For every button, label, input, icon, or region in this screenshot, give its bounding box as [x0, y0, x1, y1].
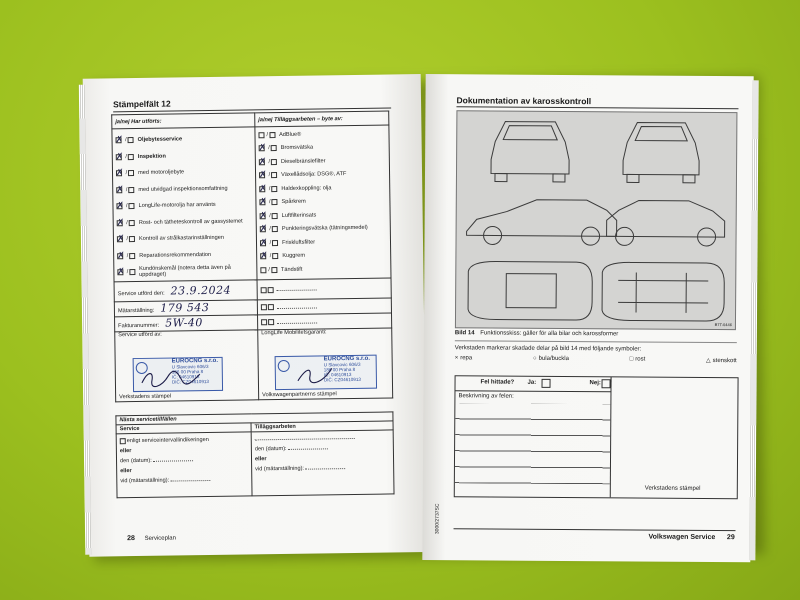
marking-intro: Verkstaden markerar skadade delar på bild 14 med följande symboler:	[454, 345, 642, 353]
service-date-value: 23.9.2024	[170, 283, 232, 298]
next-mileage-label: vid (mätarställning):	[120, 477, 170, 485]
no-checkbox[interactable]	[129, 220, 135, 226]
description-lines	[455, 403, 611, 484]
stamp-line1: U Slavcovic 606/3	[171, 364, 209, 370]
stamp2-line3: IČ: 04610913	[323, 372, 352, 378]
symbol-item	[706, 357, 737, 364]
no-checkbox[interactable]	[272, 253, 278, 259]
next-date-label: den (datum):	[119, 457, 152, 465]
extra-work-list-label: Friskluftsfilter	[282, 239, 316, 246]
next-date-label-2: den (datum):	[254, 445, 287, 453]
check-mark-icon: ✗	[258, 143, 267, 154]
right-page-title: Dokumentation av karosskontroll	[456, 95, 592, 107]
col2-header: ja/nej Tilläggsarbeten – byte av:	[255, 111, 389, 127]
workshop-stamp	[133, 357, 223, 392]
right-footer-brand: Volkswagen Service	[648, 533, 716, 542]
col1-header: ja/nej Har utförts:	[112, 113, 255, 129]
done-list-label: Reparationsrekommendation	[139, 251, 212, 259]
partner-stamp	[275, 355, 377, 390]
left-footer-section: Serviceplan	[144, 535, 176, 542]
extra-work-list-item: ✗ / Kuggrem	[260, 251, 306, 262]
done-list-item: ✗ / Kundönskemål (notera detta även på uppdraget)	[117, 262, 253, 280]
check-mark-icon: ✗	[258, 156, 267, 168]
col1-list	[112, 127, 257, 281]
done-list-label: Kundönskemål (notera detta även på uppdraget)	[139, 264, 231, 279]
done-list-item: ✗ / Oljebytesservice	[115, 135, 183, 146]
no-checkbox[interactable]	[128, 154, 134, 160]
extra-work-list-label: Punkteringsvätska (tätningsmedel)	[281, 225, 368, 233]
symbol-label: stenskott	[712, 358, 737, 365]
figure-caption-line	[455, 330, 618, 337]
extra-work-list-label: Haldexkoppling: olja	[281, 185, 332, 192]
symbol-label: bula/buckla	[538, 355, 569, 363]
done-list-label: Kontroll av strålkastarinställningen	[139, 235, 224, 243]
stamp-line3: IČ: 04610913	[171, 374, 200, 380]
stamp-logo-icon-2	[278, 360, 290, 372]
description-label: Beskrivning av felen:	[458, 393, 514, 400]
check-mark-icon: ✗	[115, 168, 124, 179]
next-service-table	[115, 411, 394, 498]
stamp2-line4: DIČ: CZ04610913	[323, 376, 361, 383]
done-list-label: LongLife-motorolja har använts	[138, 202, 216, 210]
service-date-cell	[114, 279, 257, 301]
stamp2-line1: U Slavcovic 606/3	[323, 361, 361, 368]
no-checkbox[interactable]	[128, 187, 134, 193]
check-mark-icon: ✗	[259, 237, 268, 249]
check-mark-icon: ✗	[259, 224, 268, 235]
right-title-rule	[456, 106, 738, 109]
yes-label: Ja:	[527, 379, 537, 386]
yes-checkbox[interactable]	[542, 379, 551, 388]
figure-code: B7T-0446	[714, 322, 732, 328]
no-checkbox[interactable]	[272, 199, 278, 205]
right-page-number: 29	[726, 534, 735, 542]
figure-label: Bild 14	[454, 330, 475, 337]
check-mark-icon: ✗	[117, 250, 125, 262]
partner-stamp-caption: Volkswagenpartnerns stämpel	[262, 390, 337, 398]
right-footer-rule	[454, 528, 736, 531]
done-list-item: ✗ / Kontroll av strålkastarinställningen	[116, 234, 224, 245]
no-checkbox[interactable]	[271, 159, 277, 165]
extra-work-list-label: Tändstift	[280, 266, 303, 273]
no-checkbox[interactable]	[271, 267, 277, 273]
longlife-label: LongLife Mobilitetsgaranti:	[261, 328, 327, 336]
stamp-line4: DIČ: CZ04610913	[171, 379, 210, 385]
done-list-item: ✗ / Inspektion	[115, 151, 166, 163]
extra-work-list-item: ✗ / Spårkrem	[259, 197, 306, 208]
found-row	[455, 376, 611, 392]
done-list-label: med utvidgad inspektionsomfattning	[138, 185, 228, 193]
defects-box	[454, 375, 739, 499]
signature-icon	[140, 368, 210, 389]
done-list-label: med motoroljebyte	[138, 169, 185, 177]
no-checkbox[interactable]	[129, 269, 135, 275]
check-mark-icon: ✗	[116, 217, 125, 229]
next-extra-cell	[251, 430, 394, 496]
check-mark-icon: ✗	[115, 135, 124, 146]
mileage-value: 179 543	[160, 300, 210, 315]
extra-work-list-item: / Tändstift	[260, 262, 387, 277]
no-checkbox[interactable]	[271, 145, 277, 151]
extra-work-list-label: Bromsvätska	[280, 144, 314, 152]
extra-work-list-label: Spårkrem	[281, 198, 306, 206]
car-outlines-icon	[456, 111, 737, 329]
extra-work-list-item: / AdBlue®	[258, 127, 385, 142]
check-mark-icon: ✗	[116, 234, 125, 245]
done-list-label: Inspektion	[137, 153, 166, 160]
left-page-title: Stämpelfält 12	[112, 98, 171, 110]
done-list-item: ✗ / med motoroljebyte	[115, 168, 185, 179]
found-label: Fel hittade?	[480, 379, 515, 386]
service-by-label: Service utförd av:	[118, 331, 162, 338]
extra-work-list-item: ✗ / Punkteringsvätska (tätningsmedel)	[259, 224, 368, 235]
no-checkbox[interactable]	[272, 213, 278, 219]
no-checkbox[interactable]	[129, 236, 135, 242]
no-checkbox[interactable]	[129, 253, 135, 259]
next-mileage-label-2: vid (mätarställning):	[255, 465, 305, 473]
no-label: Nej:	[589, 380, 601, 387]
car-body-drawing	[455, 110, 738, 330]
yes-checkbox[interactable]	[258, 132, 264, 138]
next-or-3: eller	[254, 456, 267, 463]
symbol-item	[630, 356, 646, 363]
symbol-glyph: □	[629, 356, 634, 363]
done-list-label: Oljebytesservice	[137, 136, 183, 144]
symbol-glyph: △	[706, 357, 711, 365]
extra-row-1	[257, 277, 391, 299]
done-list-item: ✗ / Rost- och tätheteskontroll av gassystemet	[116, 217, 243, 229]
invoice-value: 5W-40	[165, 316, 203, 330]
workshop-stamp-caption: Verkstadens stämpel	[119, 393, 172, 400]
stamp2-name: EUROCNG s.r.o.	[323, 355, 371, 363]
right-stamp-caption: Verkstadens stämpel	[644, 485, 701, 492]
right-footer	[648, 534, 734, 542]
no-checkbox[interactable]	[272, 226, 278, 232]
extra-work-list-label: Växellådsolja: DSG®, ATF	[281, 171, 347, 179]
symbol-item	[455, 355, 473, 362]
mileage-label: Mätarställning:	[117, 307, 155, 315]
done-list-item: ✗ / LongLife-motorolja har använts	[116, 201, 216, 212]
extra-work-list-item: ✗ / Växellådsolja: DSG®, ATF	[258, 170, 347, 181]
next-or-2: eller	[120, 468, 132, 475]
stamp2-line2: 186 00 Praha 8	[323, 366, 356, 373]
check-mark-icon: ✗	[259, 197, 268, 208]
extra-work-list-item: ✗ / Dieselbränslefilter	[258, 156, 326, 168]
next-col1-header: Service	[116, 423, 251, 434]
side-code: 3000/2737SC	[434, 503, 441, 535]
invoice-label: Fakturanummer:	[118, 322, 160, 330]
yes-checkbox[interactable]	[260, 267, 266, 273]
symbol-label: rost	[635, 356, 646, 363]
symbol-label: repa	[460, 355, 473, 362]
done-list-label: Rost- och tätheteskontroll av gassystemet	[138, 218, 243, 226]
page-stack-edge	[79, 85, 92, 555]
no-checkbox[interactable]	[602, 379, 611, 388]
figure-caption: Funktionsskiss: gäller för alla bilar och karossformer	[480, 330, 619, 338]
next-service-title: Nästa servicetillfällen	[116, 412, 393, 425]
extra-work-list-item: ✗ / Haldexkoppling: olja	[259, 183, 332, 195]
check-mark-icon: ✗	[259, 210, 268, 222]
no-checkbox[interactable]	[272, 240, 278, 246]
check-mark-icon: ✗	[117, 267, 125, 278]
col2-list	[255, 125, 391, 279]
check-mark-icon: ✗	[259, 183, 267, 195]
next-interval-label: enligt serviceintervallindikeringen	[126, 437, 209, 445]
no-checkbox[interactable]	[271, 186, 277, 192]
extra-work-list-label: AdBlue®	[279, 131, 302, 138]
no-checkbox[interactable]	[269, 132, 275, 138]
no-checkbox[interactable]	[129, 203, 135, 209]
right-page	[422, 74, 753, 562]
check-mark-icon: ✗	[116, 184, 124, 196]
check-mark-icon: ✗	[115, 151, 124, 163]
check-mark-icon: ✗	[258, 170, 267, 181]
symbol-glyph: ○	[532, 355, 537, 362]
next-or-1: eller	[119, 448, 132, 455]
no-checkbox[interactable]	[271, 172, 277, 178]
left-page	[83, 74, 428, 557]
next-service-cell	[116, 432, 252, 498]
next-col2-header: Tilläggsarbeten	[251, 421, 393, 432]
symbol-legend	[455, 355, 737, 364]
left-page-number: 28	[127, 535, 135, 543]
service-date-label: Service utförd den:	[117, 290, 165, 297]
no-checkbox[interactable]	[128, 170, 134, 176]
check-mark-icon: ✗	[116, 201, 125, 212]
extra-work-list-label: Kuggrem	[282, 252, 306, 260]
check-mark-icon: ✗	[260, 251, 268, 262]
stamp-name: EUROCNG s.r.o.	[171, 357, 219, 365]
no-checkbox[interactable]	[128, 137, 134, 143]
left-footer	[127, 534, 176, 542]
extra-work-list-label: Luftfilterinsats	[281, 212, 317, 219]
symbol-item	[533, 356, 569, 363]
extra-work-list-label: Dieselbränslefilter	[280, 158, 326, 165]
extra-work-list-item: ✗ / Friskluftsfilter	[259, 237, 316, 249]
extra-work-list-item: ✗ / Bromsvätska	[258, 143, 314, 154]
caption-rule	[455, 340, 737, 343]
done-list-item: ✗ / med utvidgad inspektionsomfattning	[116, 184, 228, 196]
signature-icon-2	[296, 364, 336, 387]
stamp-line2: 186 00 Praha 8	[171, 369, 204, 375]
done-list-item: ✗ / Reparationsrekommendation	[117, 250, 212, 262]
extra-work-list-item: ✗ / Luftfilterinsats	[259, 210, 317, 222]
symbol-glyph: ×	[454, 355, 459, 362]
